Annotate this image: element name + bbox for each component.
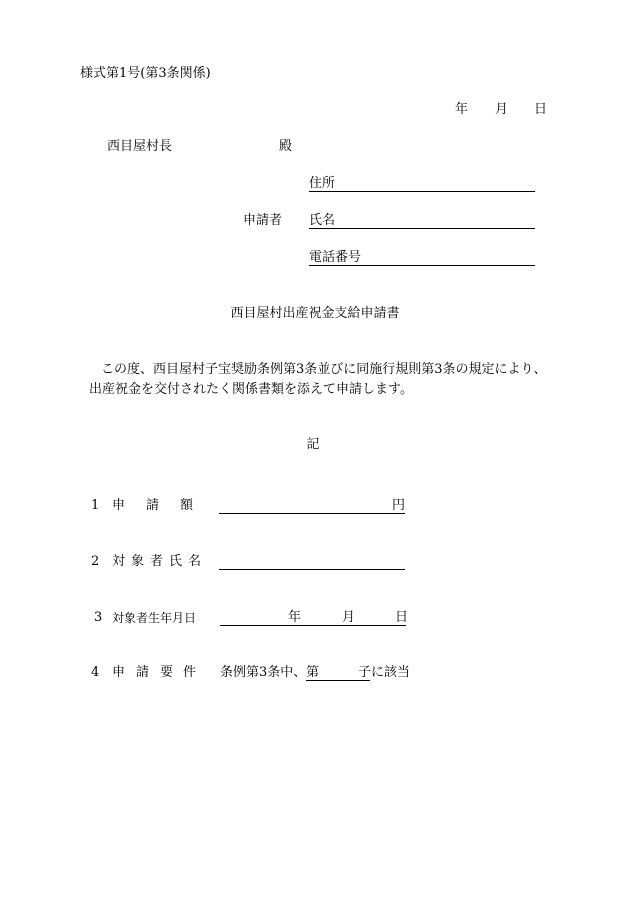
item-1-number: 1	[91, 498, 100, 513]
item-4-label-char-4: 件	[183, 665, 197, 680]
name-label: 氏名	[309, 213, 336, 228]
birth-day-label: 日	[395, 610, 409, 625]
requirement-prefix: 条例第3条中、	[220, 665, 307, 680]
form-number-label: 様式第1号(第3条関係)	[80, 66, 211, 81]
item-4-number: 4	[91, 665, 100, 680]
phone-label: 電話番号	[309, 250, 362, 265]
requirement-suffix: 子に該当	[358, 665, 411, 680]
date-month-label: 月	[495, 102, 509, 117]
item-4-label-char-3: 要	[160, 665, 174, 680]
birthdate-field[interactable]	[220, 610, 409, 626]
name-field[interactable]	[309, 213, 535, 229]
item-3-number: 3	[94, 610, 103, 625]
item-1-label-char-3: 額	[180, 498, 194, 513]
addressee-honorific: 殿	[279, 139, 293, 154]
addressee-name: 西目屋村長	[107, 139, 173, 154]
birth-year-label: 年	[288, 610, 302, 625]
date-day-label: 日	[534, 102, 548, 117]
requirement-dai: 第	[306, 665, 320, 680]
body-line-1: この度、西目屋村子宝奨励条例第3条並びに同施行規則第3条の規定により、	[101, 362, 547, 377]
item-2-number: 2	[91, 554, 100, 569]
body-line-2: 出産祝金を交付されたく関係書類を添えて申請します。	[89, 382, 413, 397]
subject-name-field[interactable]	[219, 554, 405, 570]
phone-field[interactable]	[309, 250, 535, 266]
amount-field[interactable]	[219, 498, 405, 514]
item-1-label-char-2: 請	[146, 498, 160, 513]
address-label: 住所	[309, 176, 336, 191]
birth-month-label: 月	[342, 610, 356, 625]
yen-unit: 円	[392, 498, 406, 513]
address-field[interactable]	[309, 176, 535, 192]
item-4-label-char-2: 請	[136, 665, 150, 680]
document-title: 西目屋村出産祝金支給申請書	[230, 306, 400, 321]
item-4-label-char-1: 申	[112, 665, 126, 680]
item-2-label: 対象者氏名	[112, 554, 208, 569]
date-year-label: 年	[455, 102, 469, 117]
item-3-label: 対象者生年月日	[112, 611, 197, 625]
item-1-label-char-1: 申	[112, 498, 126, 513]
applicant-label: 申請者	[243, 213, 283, 228]
ki-heading: 記	[306, 437, 320, 452]
